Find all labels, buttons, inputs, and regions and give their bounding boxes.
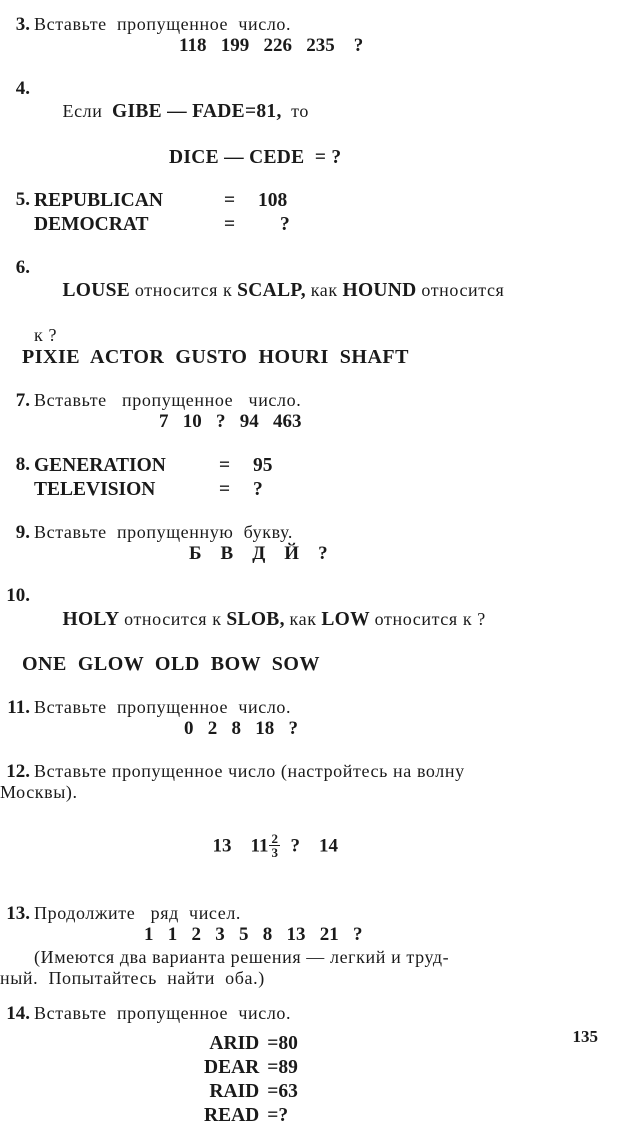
sequence-part-b: ? 14: [290, 835, 338, 857]
item-number: 4.: [15, 77, 30, 99]
spacer: [0, 883, 620, 903]
puzzle-item-3: [0, 14, 620, 58]
table-row: [34, 478, 273, 502]
table-row: [204, 1080, 298, 1104]
table-row: [204, 1104, 298, 1128]
item-number: 12.: [6, 760, 30, 782]
item-prompt-line-1: Вставьте пропущенное число (настройтесь на волну: [34, 760, 465, 781]
item-options: PIXIE ACTOR GUSTO HOURI SHAFT: [22, 346, 409, 369]
spacer: [0, 989, 620, 1003]
puzzle-item-6: [0, 257, 620, 370]
puzzle-item-7: [0, 390, 620, 434]
row-value: 108: [258, 189, 288, 211]
fraction-numerator: 2: [271, 830, 278, 846]
row-value: =63: [267, 1080, 298, 1102]
item-number: 9.: [15, 521, 30, 543]
equation-table: [204, 1032, 298, 1128]
row-value: =?: [267, 1104, 289, 1126]
table-row: [34, 454, 273, 478]
analogy-text-4: к ?: [34, 325, 58, 346]
item-number: 13.: [6, 903, 30, 925]
spacer: [0, 237, 620, 257]
analogy-text-2: как: [289, 608, 317, 629]
puzzle-item-12: [0, 761, 620, 884]
row-value: ?: [280, 213, 290, 235]
item-prompt: Вставьте пропущенное число.: [34, 1003, 292, 1024]
analogy-text-3: относится: [421, 280, 505, 301]
item-analogy-line: [34, 257, 602, 325]
spacer: [34, 1025, 602, 1032]
document-page: [0, 14, 620, 1126]
fraction-denominator: 3: [271, 845, 278, 861]
sequence-part-a: 13 11: [212, 835, 269, 857]
row-operator: =: [224, 189, 236, 211]
spacer: [0, 741, 620, 761]
puzzle-item-5: [0, 189, 620, 237]
item-prompt-line-2: Москвы).: [0, 781, 78, 802]
spacer: [0, 58, 620, 78]
equation-table: [34, 189, 290, 237]
puzzle-item-8: [0, 454, 620, 502]
row-value: =89: [267, 1056, 298, 1078]
analogy-text-2: как: [310, 280, 338, 301]
item-sequence: 7 10 ? 94 463: [159, 411, 302, 433]
analogy-word-3: HOUND: [342, 280, 417, 302]
puzzle-item-11: [0, 697, 620, 741]
item-number: 3.: [15, 14, 30, 35]
item-prompt: Вставьте пропущенную букву.: [34, 521, 293, 542]
spacer: [0, 677, 620, 697]
row-value: ?: [253, 478, 263, 500]
item-number: 14.: [6, 1003, 30, 1025]
row-label: REPUBLICAN: [34, 189, 163, 211]
item-sequence: 118 199 226 235 ?: [179, 35, 364, 57]
item-sequence: 1 1 2 3 5 8 13 21 ?: [144, 924, 363, 946]
analogy-word-2: SCALP,: [237, 280, 306, 302]
item-prompt: Вставьте пропущенное число.: [34, 14, 292, 34]
item-equation-b: DICE — CEDE = ?: [169, 146, 342, 168]
analogy-text-1: относится к: [134, 280, 233, 301]
item-prompt: Продолжите ряд чисел.: [34, 903, 242, 924]
table-row: [204, 1032, 298, 1056]
row-label: READ: [204, 1104, 260, 1126]
puzzle-item-9: [0, 522, 620, 566]
row-operator: =: [219, 478, 231, 500]
item-note-line-2: ный. Попытайтесь найти оба.): [0, 968, 265, 989]
puzzle-item-10: [0, 585, 620, 677]
puzzle-item-14: [0, 1003, 620, 1127]
analogy-word-2: SLOB,: [226, 608, 285, 630]
item-sequence: Б В Д Й ?: [189, 542, 328, 564]
row-label: DEAR: [204, 1056, 260, 1078]
item-note-line-1: (Имеются два варианта решения — легкий и труд-: [34, 946, 450, 967]
spacer: [0, 434, 620, 454]
item-prompt-b: то: [291, 101, 309, 122]
spacer: [34, 803, 602, 810]
analogy-word-1: LOUSE: [62, 280, 131, 302]
row-label: RAID: [209, 1080, 260, 1102]
item-number: 6.: [15, 256, 30, 278]
row-value: =80: [267, 1032, 298, 1054]
row-value: 95: [253, 454, 273, 476]
spacer: [0, 502, 620, 522]
table-row: [34, 213, 290, 237]
item-analogy-line: [34, 585, 602, 653]
row-label: GENERATION: [34, 454, 166, 476]
item-prompt: Вставьте пропущенное число.: [34, 697, 292, 717]
spacer: [0, 169, 620, 189]
item-options: ONE GLOW OLD BOW SOW: [22, 653, 320, 676]
spacer: [0, 565, 620, 585]
table-row: [34, 189, 290, 213]
analogy-text-1: относится к: [124, 608, 222, 629]
spacer: [0, 370, 620, 390]
row-operator: =: [224, 213, 236, 235]
puzzle-item-4: [0, 78, 620, 169]
table-row: [204, 1056, 298, 1080]
row-label: ARID: [209, 1032, 260, 1054]
item-number: 7.: [15, 389, 30, 411]
row-label: DEMOCRAT: [34, 213, 149, 235]
page-number: 135: [572, 1027, 598, 1046]
analogy-text-3: относится к ?: [374, 608, 486, 629]
puzzle-item-13: [0, 903, 620, 989]
analogy-word-1: HOLY: [62, 608, 120, 630]
item-prompt-row: [34, 78, 602, 146]
item-equation-a: GIBE — FADE=81,: [112, 101, 282, 123]
analogy-word-3: LOW: [321, 608, 370, 630]
item-number: 10.: [6, 585, 30, 607]
item-number: 11.: [7, 697, 30, 718]
row-operator: =: [219, 454, 231, 476]
item-number: 5.: [15, 188, 30, 210]
item-prompt: Вставьте пропущенное число.: [34, 389, 302, 410]
item-sequence: [34, 810, 602, 883]
item-prompt-a: Если: [62, 101, 103, 122]
equation-table: [34, 454, 273, 502]
item-number: 8.: [15, 453, 30, 475]
fraction: [269, 832, 280, 860]
item-sequence: 0 2 8 18 ?: [184, 718, 298, 740]
row-label: TELEVISION: [34, 478, 156, 500]
